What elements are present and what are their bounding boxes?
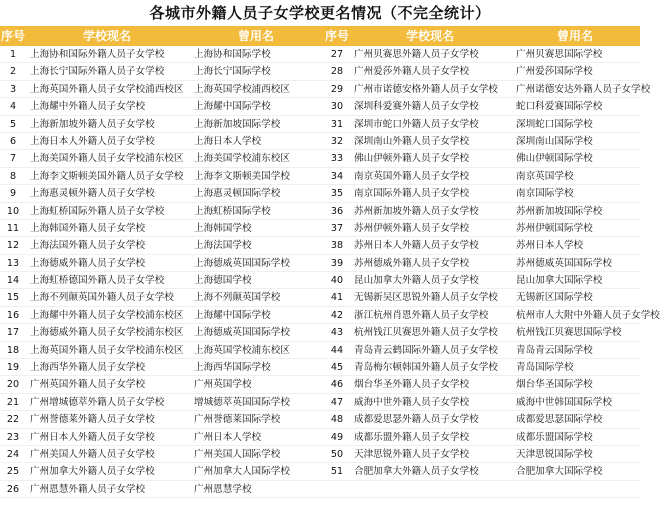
school-former-name: 上海英国学校浦东校区 [188,342,324,359]
row-number: 8 [0,168,26,185]
school-current-name: 深圳市蛇口外籍人员子女学校 [350,116,510,133]
row-number: 4 [0,98,26,115]
school-former-name: 青岛青云国际学校 [510,342,640,359]
school-former-name: 广州日本人学校 [188,429,324,446]
row-number: 32 [324,133,350,150]
row-number: 27 [324,46,350,63]
row-number: 35 [324,185,350,202]
school-current-name: 南京国际外籍人员子女学校 [350,185,510,202]
row-number: 25 [0,463,26,480]
school-current-name: 上海新加坡外籍人员子女学校 [26,116,188,133]
school-former-name: 苏州伊顿国际学校 [510,220,640,237]
row-number: 36 [324,203,350,220]
header-school-left: 学校现名 [26,26,188,46]
school-current-name: 深圳南山外籍人员子女学校 [350,133,510,150]
school-current-name: 广州恩慧外籍人员子女学校 [26,481,188,498]
row-number: 48 [324,411,350,428]
row-number: 40 [324,272,350,289]
empty-cell [510,481,640,498]
school-current-name: 成都爱思瑟外籍人员子女学校 [350,411,510,428]
row-number: 49 [324,429,350,446]
school-current-name: 上海虹桥国际外籍人员子女学校 [26,203,188,220]
school-current-name: 无锡新吴区思锐外籍人员子女学校 [350,289,510,306]
row-number: 7 [0,150,26,167]
school-former-name: 广州爱莎国际学校 [510,63,640,80]
row-number: 18 [0,342,26,359]
school-former-name: 上海德威英国国际学校 [188,324,324,341]
row-number: 28 [324,63,350,80]
school-current-name: 上海日本人外籍人员子女学校 [26,133,188,150]
school-former-name: 广州恩慧学校 [188,481,324,498]
row-number: 42 [324,307,350,324]
row-number: 39 [324,255,350,272]
school-current-name: 南京英国外籍人员子女学校 [350,168,510,185]
school-former-name: 上海长宁国际学校 [188,63,324,80]
row-number: 46 [324,376,350,393]
school-current-name: 天津思锐外籍人员子女学校 [350,446,510,463]
school-current-name: 成都乐盟外籍人员子女学校 [350,429,510,446]
row-number: 9 [0,185,26,202]
school-former-name: 天津思锐国际学校 [510,446,640,463]
row-number: 43 [324,324,350,341]
school-current-name: 广州誉德莱外籍人员子女学校 [26,411,188,428]
school-current-name: 上海虹桥德国外籍人员子女学校 [26,272,188,289]
school-former-name: 威海中世韩国国际学校 [510,394,640,411]
school-former-name: 上海英国学校浦西校区 [188,81,324,98]
empty-cell [324,481,350,498]
row-number: 19 [0,359,26,376]
school-former-name: 广州诺德安达外籍人员子女学校 [510,81,640,98]
header-no-right: 序号 [324,26,350,46]
school-current-name: 广州增城德萃外籍人员子女学校 [26,394,188,411]
row-number: 13 [0,255,26,272]
school-current-name: 昆山加拿大外籍人员子女学校 [350,272,510,289]
school-former-name: 上海耀中国际学校 [188,307,324,324]
school-former-name: 杭州市人大附中外籍人员子女学校 [510,307,640,324]
school-former-name: 上海日本人学校 [188,133,324,150]
school-current-name: 上海不列颠英国外籍人员子女学校 [26,289,188,306]
school-former-name: 上海法国学校 [188,237,324,254]
school-current-name: 上海长宁国际外籍人员子女学校 [26,63,188,80]
school-former-name: 广州英国学校 [188,376,324,393]
school-current-name: 上海德威外籍人员子女学校 [26,255,188,272]
school-current-name: 广州英国外籍人员子女学校 [26,376,188,393]
header-old-left: 曾用名 [188,26,324,46]
row-number: 1 [0,46,26,63]
school-current-name: 威海中世外籍人员子女学校 [350,394,510,411]
row-number: 38 [324,237,350,254]
row-number: 17 [0,324,26,341]
school-current-name: 广州美国人外籍人员子女学校 [26,446,188,463]
school-former-name: 上海美国学校浦东校区 [188,150,324,167]
school-former-name: 佛山伊顿国际学校 [510,150,640,167]
school-former-name: 上海德国学校 [188,272,324,289]
school-current-name: 青岛梅尔顿韩国外籍人员子女学校 [350,359,510,376]
row-number: 37 [324,220,350,237]
school-former-name: 广州美国人国际学校 [188,446,324,463]
school-current-name: 青岛青云鹤国际外籍人员子女学校 [350,342,510,359]
row-number: 31 [324,116,350,133]
school-former-name: 上海耀中国际学校 [188,98,324,115]
row-number: 20 [0,376,26,393]
school-former-name: 深圳蛇口国际学校 [510,116,640,133]
school-current-name: 上海美国外籍人员子女学校浦东校区 [26,150,188,167]
school-current-name: 苏州日本人外籍人员子女学校 [350,237,510,254]
empty-cell [350,481,510,498]
school-current-name: 广州爱莎外籍人员子女学校 [350,63,510,80]
school-current-name: 苏州德威外籍人员子女学校 [350,255,510,272]
school-former-name: 南京国际学校 [510,185,640,202]
school-current-name: 上海法国外籍人员子女学校 [26,237,188,254]
school-current-name: 上海西华外籍人员子女学校 [26,359,188,376]
school-former-name: 苏州日本人学校 [510,237,640,254]
school-former-name: 杭州钱江贝赛思国际学校 [510,324,640,341]
header-no-left: 序号 [0,26,26,46]
school-former-name: 无锡新区国际学校 [510,289,640,306]
school-current-name: 广州贝赛思外籍人员子女学校 [350,46,510,63]
school-former-name: 深圳南山国际学校 [510,133,640,150]
school-current-name: 广州加拿大外籍人员子女学校 [26,463,188,480]
row-number: 12 [0,237,26,254]
school-former-name: 青岛国际学校 [510,359,640,376]
school-former-name: 上海不列颠英国学校 [188,289,324,306]
row-number: 14 [0,272,26,289]
school-current-name: 苏州伊顿外籍人员子女学校 [350,220,510,237]
school-former-name: 南京英国学校 [510,168,640,185]
school-former-name: 增城德萃英国国际学校 [188,394,324,411]
row-number: 16 [0,307,26,324]
row-number: 6 [0,133,26,150]
school-former-name: 上海虹桥国际学校 [188,203,324,220]
row-number: 5 [0,116,26,133]
school-current-name: 上海耀中外籍人员子女学校 [26,98,188,115]
school-current-name: 广州市诺德安格外籍人员子女学校 [350,81,510,98]
school-former-name: 苏州新加坡国际学校 [510,203,640,220]
school-former-name: 广州加拿大人国际学校 [188,463,324,480]
school-current-name: 上海德威外籍人员子女学校浦东校区 [26,324,188,341]
row-number: 44 [324,342,350,359]
school-former-name: 广州贝赛思国际学校 [510,46,640,63]
school-former-name: 上海韩国学校 [188,220,324,237]
school-current-name: 杭州钱江贝赛思外籍人员子女学校 [350,324,510,341]
school-current-name: 佛山伊顿外籍人员子女学校 [350,150,510,167]
page-title: 各城市外籍人员子女学校更名情况（不完全统计） [149,4,491,22]
row-number: 23 [0,429,26,446]
school-current-name: 上海惠灵顿外籍人员子女学校 [26,185,188,202]
row-number: 41 [324,289,350,306]
row-number: 30 [324,98,350,115]
school-current-name: 合肥加拿大外籍人员子女学校 [350,463,510,480]
row-number: 50 [324,446,350,463]
school-former-name: 烟台华圣国际学校 [510,376,640,393]
school-former-name: 广州誉德莱国际学校 [188,411,324,428]
school-current-name: 深圳科爱赛外籍人员子女学校 [350,98,510,115]
row-number: 21 [0,394,26,411]
rename-table [0,26,660,498]
row-number: 33 [324,150,350,167]
school-current-name: 浙江杭州肖恩外籍人员子女学校 [350,307,510,324]
school-current-name: 苏州新加坡外籍人员子女学校 [350,203,510,220]
row-number: 51 [324,463,350,480]
school-current-name: 上海韩国外籍人员子女学校 [26,220,188,237]
row-number: 47 [324,394,350,411]
school-former-name: 成都乐盟国际学校 [510,429,640,446]
row-number: 34 [324,168,350,185]
school-current-name: 上海英国外籍人员子女学校浦东校区 [26,342,188,359]
row-number: 15 [0,289,26,306]
row-number: 11 [0,220,26,237]
school-former-name: 上海李文斯顿美国学校 [188,168,324,185]
school-former-name: 上海西华国际学校 [188,359,324,376]
school-former-name: 上海新加坡国际学校 [188,116,324,133]
row-number: 29 [324,81,350,98]
school-former-name: 合肥加拿大国际学校 [510,463,640,480]
row-number: 24 [0,446,26,463]
school-former-name: 苏州德威英国国际学校 [510,255,640,272]
school-current-name: 上海协和国际外籍人员子女学校 [26,46,188,63]
row-number: 3 [0,81,26,98]
school-current-name: 上海耀中外籍人员子女学校浦东校区 [26,307,188,324]
school-former-name: 上海惠灵顿国际学校 [188,185,324,202]
school-current-name: 广州日本人外籍人员子女学校 [26,429,188,446]
row-number: 22 [0,411,26,428]
school-current-name: 上海英国外籍人员子女学校浦西校区 [26,81,188,98]
school-former-name: 昆山加拿大国际学校 [510,272,640,289]
school-former-name: 成都爱思瑟国际学校 [510,411,640,428]
school-former-name: 蛇口科爱赛国际学校 [510,98,640,115]
school-former-name: 上海协和国际学校 [188,46,324,63]
row-number: 10 [0,203,26,220]
school-current-name: 烟台华圣外籍人员子女学校 [350,376,510,393]
header-school-right: 学校现名 [350,26,510,46]
row-number: 2 [0,63,26,80]
school-current-name: 上海李文斯顿美国外籍人员子女学校 [26,168,188,185]
row-number: 26 [0,481,26,498]
row-number: 45 [324,359,350,376]
header-old-right: 曾用名 [510,26,640,46]
school-former-name: 上海德威英国国际学校 [188,255,324,272]
